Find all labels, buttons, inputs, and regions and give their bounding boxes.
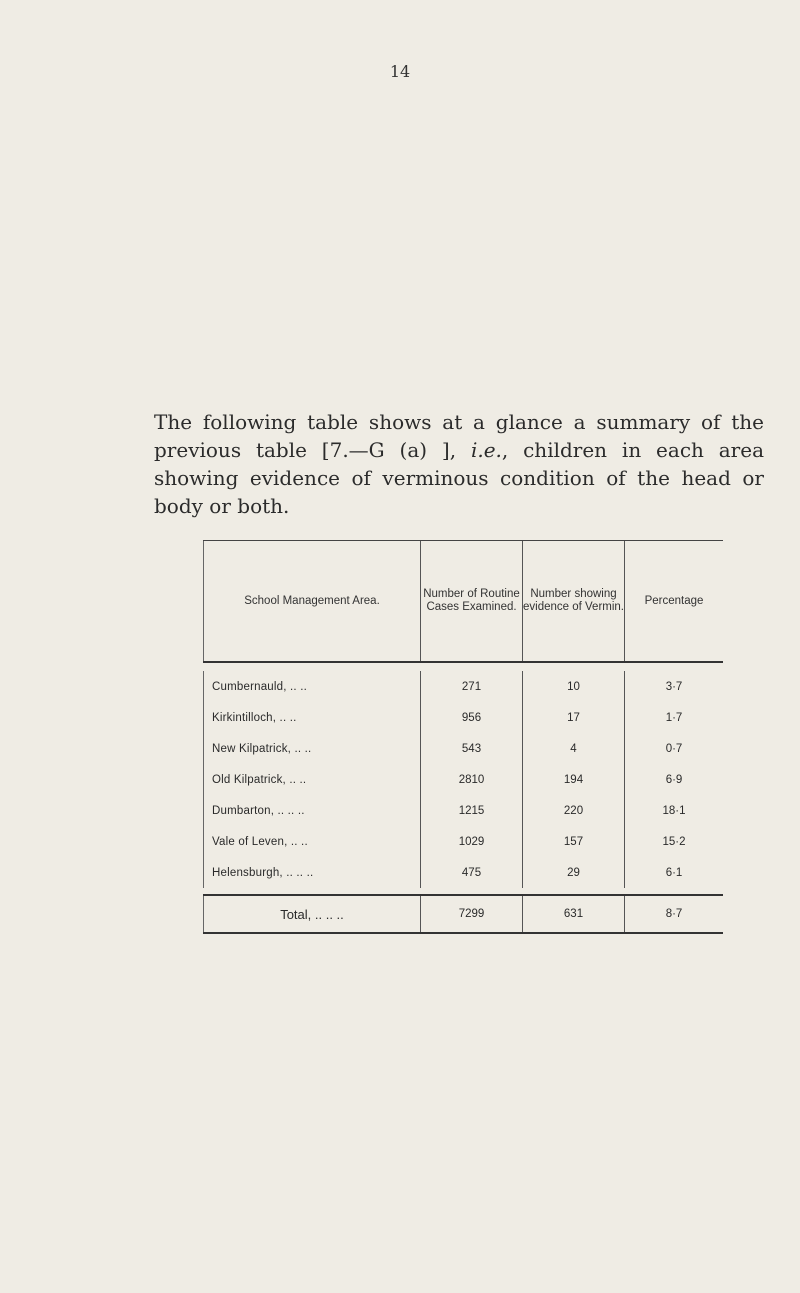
table-cell: Helensburgh, .. .. .. <box>212 866 314 879</box>
column-percentage <box>624 671 723 888</box>
table-cell: 10 <box>567 680 580 693</box>
table-cell: Old Kilpatrick, .. .. <box>212 773 307 786</box>
table-cell: 220 <box>563 804 584 817</box>
table-cell: 1·7 <box>665 711 683 724</box>
table-cell: 29 <box>567 866 580 879</box>
table-cell: 6·1 <box>665 866 683 879</box>
table-cell: 0·7 <box>665 742 683 755</box>
table-cell: 4 <box>570 742 577 755</box>
table-cell: 18·1 <box>662 804 686 817</box>
table-total-row <box>203 894 723 934</box>
total-vermin: 631 <box>522 896 624 932</box>
table-cell: 3·7 <box>665 680 683 693</box>
table-body <box>203 663 723 894</box>
page-number: 14 <box>389 62 411 81</box>
header-area: School Management Area. <box>203 541 420 661</box>
intro-italic: i.e. <box>470 438 502 462</box>
table-cell: Vale of Leven, .. .. <box>212 835 308 848</box>
total-label: Total, .. .. .. <box>203 896 420 932</box>
column-examined <box>420 671 522 888</box>
table-cell: 17 <box>567 711 580 724</box>
table-cell: 2810 <box>458 773 485 786</box>
table-cell: 6·9 <box>665 773 683 786</box>
header-vermin: Number showing evidence of Vermin. <box>522 541 624 661</box>
intro-text-2: , children in each area showing evidence of verminous condition of the head or body or both. <box>154 438 765 518</box>
intro-text-1: The following table shows at a glance a summary of the previous table [7.—G (a) ], <box>154 410 764 462</box>
table-cell: 1029 <box>458 835 485 848</box>
header-examined: Number of Routine Cases Examined. <box>420 541 522 661</box>
table-cell: 543 <box>461 742 482 755</box>
total-percentage: 8·7 <box>624 896 723 932</box>
summary-table <box>203 540 723 934</box>
column-area <box>203 671 420 888</box>
intro-paragraph <box>154 408 764 520</box>
table-cell: Kirkintilloch, .. .. <box>212 711 297 724</box>
table-cell: 475 <box>461 866 482 879</box>
table-cell: 194 <box>563 773 584 786</box>
column-vermin <box>522 671 624 888</box>
table-header <box>203 540 723 663</box>
total-examined: 7299 <box>420 896 522 932</box>
table-cell: 271 <box>461 680 482 693</box>
table-cell: 956 <box>461 711 482 724</box>
header-percentage: Percentage <box>624 541 723 661</box>
table-cell: 157 <box>563 835 584 848</box>
table-cell: Dumbarton, .. .. .. <box>212 804 305 817</box>
table-cell: 1215 <box>458 804 485 817</box>
table-cell: Cumbernauld, .. .. <box>212 680 308 693</box>
table-cell: New Kilpatrick, .. .. <box>212 742 312 755</box>
table-cell: 15·2 <box>662 835 686 848</box>
